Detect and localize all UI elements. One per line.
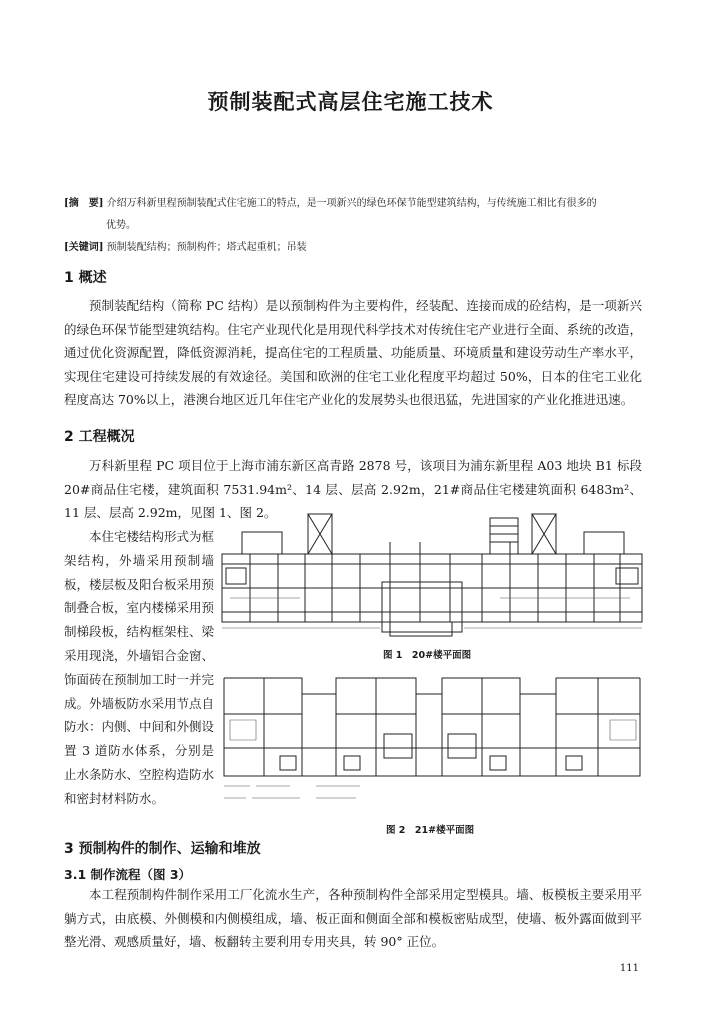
- abstract-block: [64, 193, 644, 259]
- figure-1-floor-plan: [220, 512, 644, 640]
- page-number: 111: [619, 963, 639, 974]
- section-1-paragraph: 预制装配结构（简称 PC 结构）是以预制构件为主要构件，经装配、连接而成的砼结构，是一项新兴的绿色环保节能型建筑结构。住宅产业现代化是用现代科学技术对传统住宅产业进行全面、系统的改造，通过优化资源配置，降低资源消耗，提高住宅的工程质量、功能质量、环境质量和建设劳动生产率水平，实现住宅建设可持续发展的有效途径。美国和欧洲的住宅工业化程度平均超过 50%，日本的住宅工业化程度高达 70%以上，港澳台地区近几年住宅产业化的发展势头也很迅猛，先进国家的产业化推进迅速。: [64, 298, 642, 407]
- keywords-text: 预制装配结构；预制构件；塔式起重机；吊装: [106, 242, 307, 253]
- section-3-1-heading: 3.1 制作流程（图 3）: [64, 867, 192, 882]
- section-2-side-paragraph: 本住宅楼结构形式为框架结构，外墙采用预制墙板，楼层板及阳台板采用预制叠合板，室内楼梯采用预制梯段板，结构框架柱、梁采用现浇，外墙铝合金窗、饰面砖在预制加工时一并完成。外墙板防水采用节点自防水：内侧、中间和外侧设置 3 道防水体系，分别是止水条防水、空腔构造防水和密封材料防水。: [64, 529, 215, 806]
- keywords-label: [关键词]: [64, 242, 104, 253]
- article-title: 预制装配式高层住宅施工技术: [207, 90, 494, 114]
- keywords-line: [64, 237, 644, 259]
- figure-1-caption: 图 1 20#楼平面图: [383, 650, 472, 661]
- section-3-1-body: [64, 883, 642, 954]
- abstract-label: [摘 要]: [64, 198, 104, 209]
- section-3-1-paragraph: 本工程预制构件制作采用工厂化流水生产，各种预制构件全部采用定型模具。墙、板模板主要采用平躺方式，由底模、外侧模和内侧模组成，墙、板正面和侧面全部和模板密贴成型，使墙、板外露面做到平整光滑、观感质量好，墙、板翻转主要利用专用夹具，转 90° 正位。: [64, 887, 642, 949]
- section-3-heading: 3 预制构件的制作、运输和堆放: [64, 841, 261, 857]
- section-2-paragraph: 万科新里程 PC 项目位于上海市浦东新区高青路 2878 号，该项目为浦东新里程 A03 地块 B1 标段 20#商品住宅楼，建筑面积 7531.94m²、14 层、层高 2.92m，21#商品住宅楼建筑面积 6483m²、11 层、层高 2.92m，见图 1、图 2。: [64, 458, 642, 520]
- abstract-text: 介绍万科新里程预制装配式住宅施工的特点，是一项新兴的绿色环保节能型建筑结构，与传统施工相比有很多的: [106, 198, 597, 209]
- section-1-body: [64, 294, 642, 412]
- figure-2-caption: 图 2 21#楼平面图: [386, 825, 475, 836]
- section-1-heading: 1 概述: [64, 270, 107, 286]
- abstract-text-cont: 优势。: [106, 220, 136, 231]
- section-2-heading: 2 工程概况: [64, 429, 135, 445]
- section-2-side-text: [64, 525, 214, 811]
- abstract-line: [64, 193, 644, 215]
- figure-2-floor-plan: [220, 664, 644, 814]
